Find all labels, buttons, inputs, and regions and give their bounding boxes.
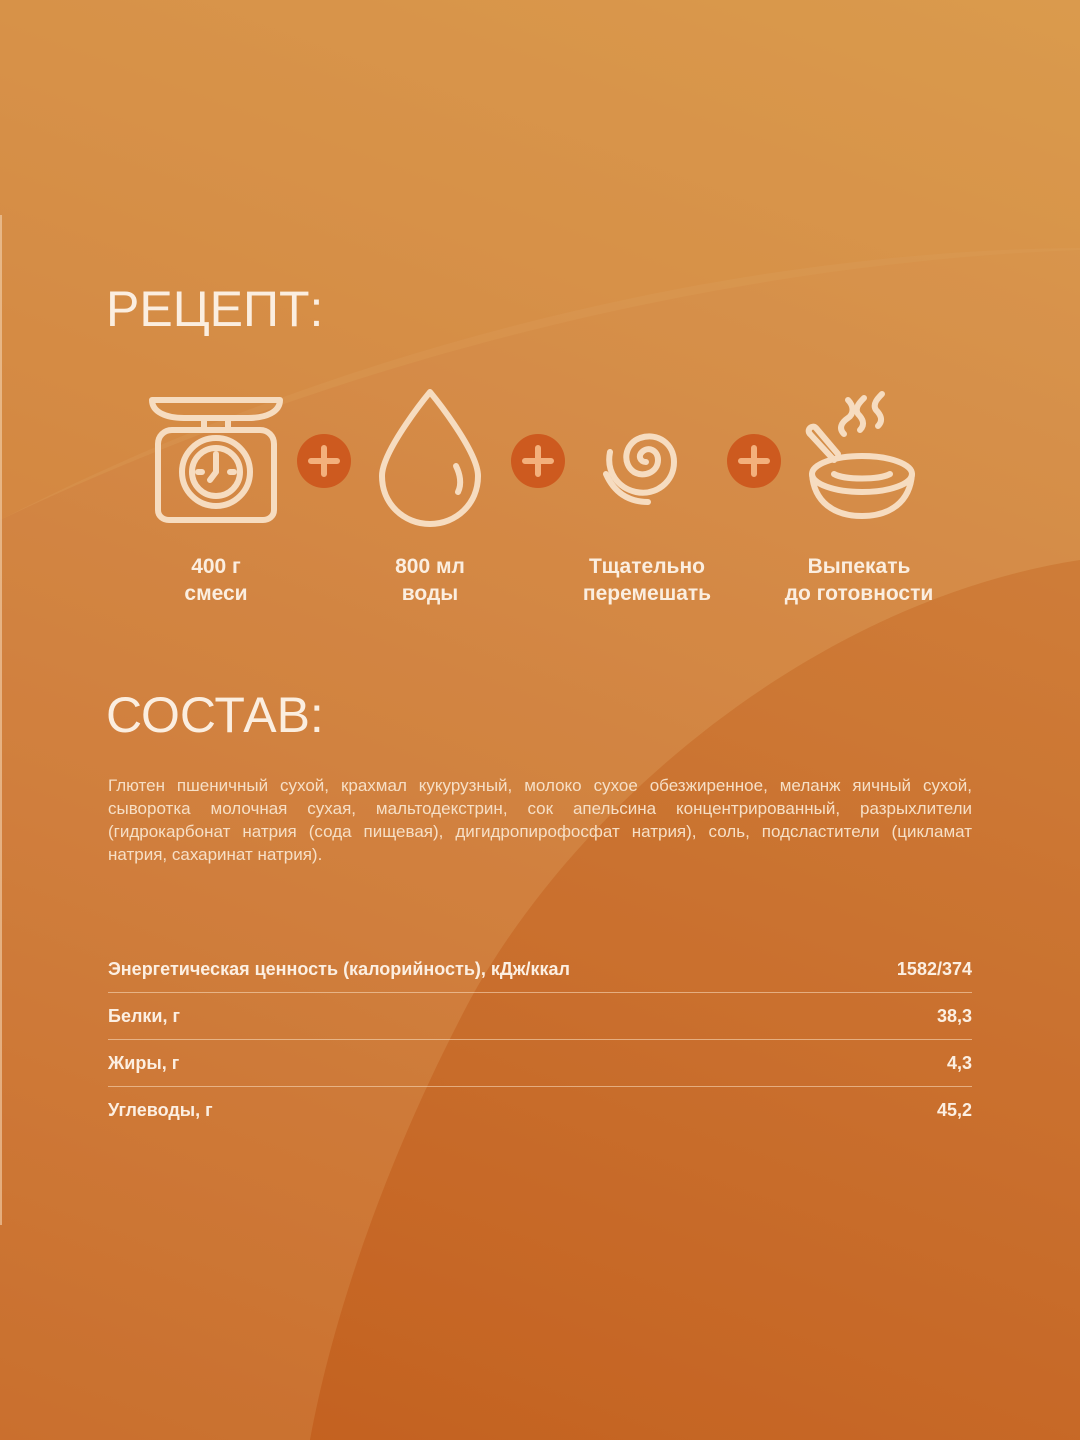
step-4-line1: Выпекать [807, 555, 911, 578]
step-label-stir [537, 553, 757, 607]
recipe-heading: РЕЦЕПТ: [106, 281, 324, 337]
nutrition-value: 4,3 [946, 1052, 972, 1073]
step-label-bake [749, 553, 969, 607]
nutrition-value: 45,2 [936, 1099, 972, 1120]
table-row [108, 946, 972, 993]
step-2-amount: 800 мл [395, 555, 465, 578]
step-3-line2: перемешать [582, 582, 712, 605]
step-label-mix [106, 553, 326, 607]
nutrition-label: Углеводы, г [108, 1099, 213, 1120]
nutrition-label: Энергетическая ценность (калорийность), кДж/ккал [108, 958, 570, 979]
nutrition-label: Жиры, г [108, 1052, 180, 1073]
plus-icon [727, 434, 781, 488]
nutrition-value: 38,3 [936, 1005, 972, 1026]
nutrition-label: Белки, г [108, 1005, 180, 1026]
step-1-text: смеси [184, 582, 248, 605]
nutrition-table [108, 946, 972, 1133]
frying-pan-icon [804, 390, 916, 522]
plus-icon [297, 434, 351, 488]
plus-icon [511, 434, 565, 488]
water-drop-icon [376, 388, 484, 528]
step-label-water [320, 553, 540, 607]
table-row [108, 993, 972, 1040]
table-row [108, 1040, 972, 1087]
stir-spiral-icon [596, 412, 692, 508]
composition-heading: СОСТАВ: [106, 687, 324, 743]
nutrition-value: 1582/374 [896, 958, 972, 979]
step-4-line2: до готовности [784, 582, 934, 605]
kitchen-scale-icon [148, 396, 284, 524]
step-2-text: воды [401, 582, 459, 605]
table-row [108, 1087, 972, 1133]
composition-text: Глютен пшеничный сухой, крахмал кукурузный, молоко сухое обезжиренное, меланж яичный сухой, сыворотка молочная сухая, мальтодекстрин, сок апельсина концентрированный, разрыхлители (гидрокарбонат натрия (сода пищевая), дигидропирофосфат натрия), соль, подсластители (цикламат натрия, сахаринат натрия). [108, 776, 972, 864]
step-1-amount: 400 г [191, 555, 241, 578]
step-3-line1: Тщательно [589, 555, 705, 578]
